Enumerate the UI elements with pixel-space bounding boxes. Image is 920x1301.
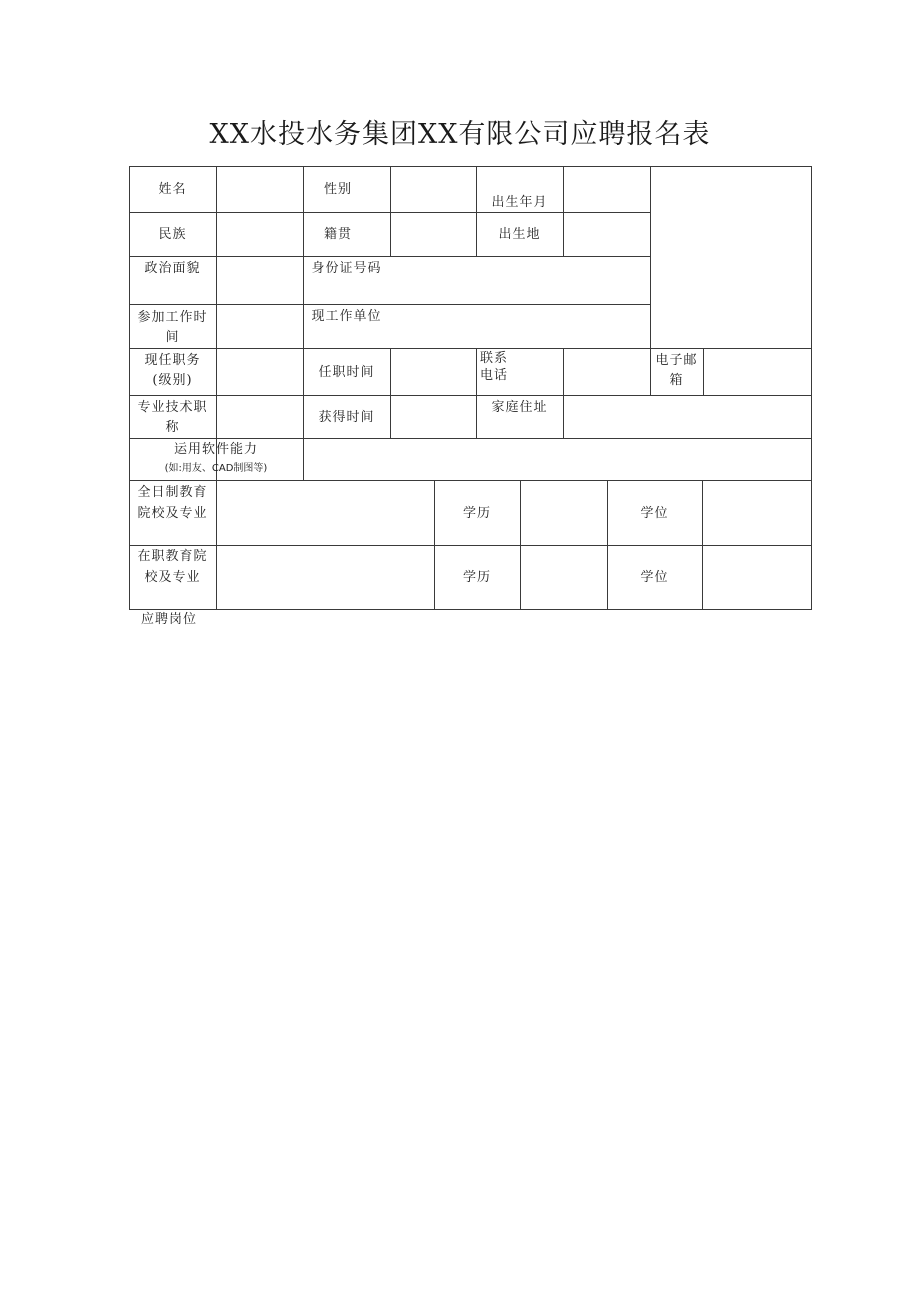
name-field[interactable] [217,167,303,212]
appointment-time-field[interactable] [391,349,476,395]
label-software-skills-line2: (如:用友、CAD制图等) [164,463,268,474]
label-home-address: 家庭住址 [491,400,548,415]
label-work-start-line1: 参加工作时 [137,310,208,325]
native-place-field[interactable] [391,213,476,256]
ethnicity-field[interactable] [217,213,303,256]
email-field[interactable] [704,349,811,395]
parttime-education-field[interactable] [521,546,607,609]
software-skills-field[interactable] [304,439,811,480]
parttime-degree-field[interactable] [703,546,811,609]
current-position-field[interactable] [217,349,303,395]
label-current-position-line2: (级别) [152,373,193,388]
phone-field[interactable] [564,349,650,395]
photo-area[interactable] [651,167,811,348]
current-employer-field[interactable] [391,305,650,348]
label-parttime-education-line2: 校及专业 [144,570,201,585]
table-border-right [811,166,812,610]
label-name: 姓名 [158,182,187,197]
label-id-number: 身份证号码 [311,261,382,276]
parttime-school-field[interactable] [217,546,434,609]
label-parttime-education-line1: 在职教育院 [137,549,208,564]
birthplace-field[interactable] [564,213,650,256]
form-title: XX水投水务集团XX有限公司应聘报名表 [209,119,711,150]
label-phone-line2: 电话 [480,368,509,383]
label-obtained-time: 获得时间 [318,410,375,425]
label-degree: 学位 [640,506,669,521]
label-phone-line1: 联系 [480,351,509,366]
table-border-bottom [129,609,812,610]
col-divider [476,348,477,439]
work-start-field[interactable] [217,305,303,348]
fulltime-degree-field[interactable] [703,481,811,545]
home-address-field[interactable] [564,396,811,438]
gender-field[interactable] [391,167,476,212]
label-ethnicity: 民族 [158,227,187,242]
birth-date-field[interactable] [564,167,650,212]
fulltime-school-field[interactable] [217,481,434,545]
label-gender: 性别 [323,182,352,197]
label-applied-position: 应聘岗位 [141,612,198,627]
label-fulltime-education-line2: 院校及专业 [137,506,208,521]
label-current-employer: 现工作单位 [311,309,382,324]
label-appointment-time: 任职时间 [318,365,375,380]
col-divider [434,480,435,610]
label-political-status: 政治面貌 [144,261,201,276]
fulltime-education-field[interactable] [521,481,607,545]
label-fulltime-education-line1: 全日制教育 [137,485,208,500]
obtained-time-field[interactable] [391,396,476,438]
label-education-level: 学历 [462,506,491,521]
label-work-start-line2: 间 [165,330,180,345]
professional-title-field[interactable] [217,396,303,438]
label-native-place: 籍贯 [323,227,352,242]
label-degree-2: 学位 [640,570,669,585]
label-birthplace: 出生地 [498,227,541,242]
label-birth-date: 出生年月 [491,195,548,210]
label-email-line2: 箱 [669,373,684,388]
label-education-level-2: 学历 [462,570,491,585]
col-divider [607,480,608,610]
label-professional-title-line1: 专业技术职 [137,400,208,415]
label-software-skills-line1: 运用软件能力 [173,442,258,457]
label-current-position-line1: 现任职务 [144,353,201,368]
id-number-field[interactable] [391,257,650,304]
label-professional-title-line2: 称 [165,420,180,435]
label-email-line1: 电子邮 [655,353,698,368]
